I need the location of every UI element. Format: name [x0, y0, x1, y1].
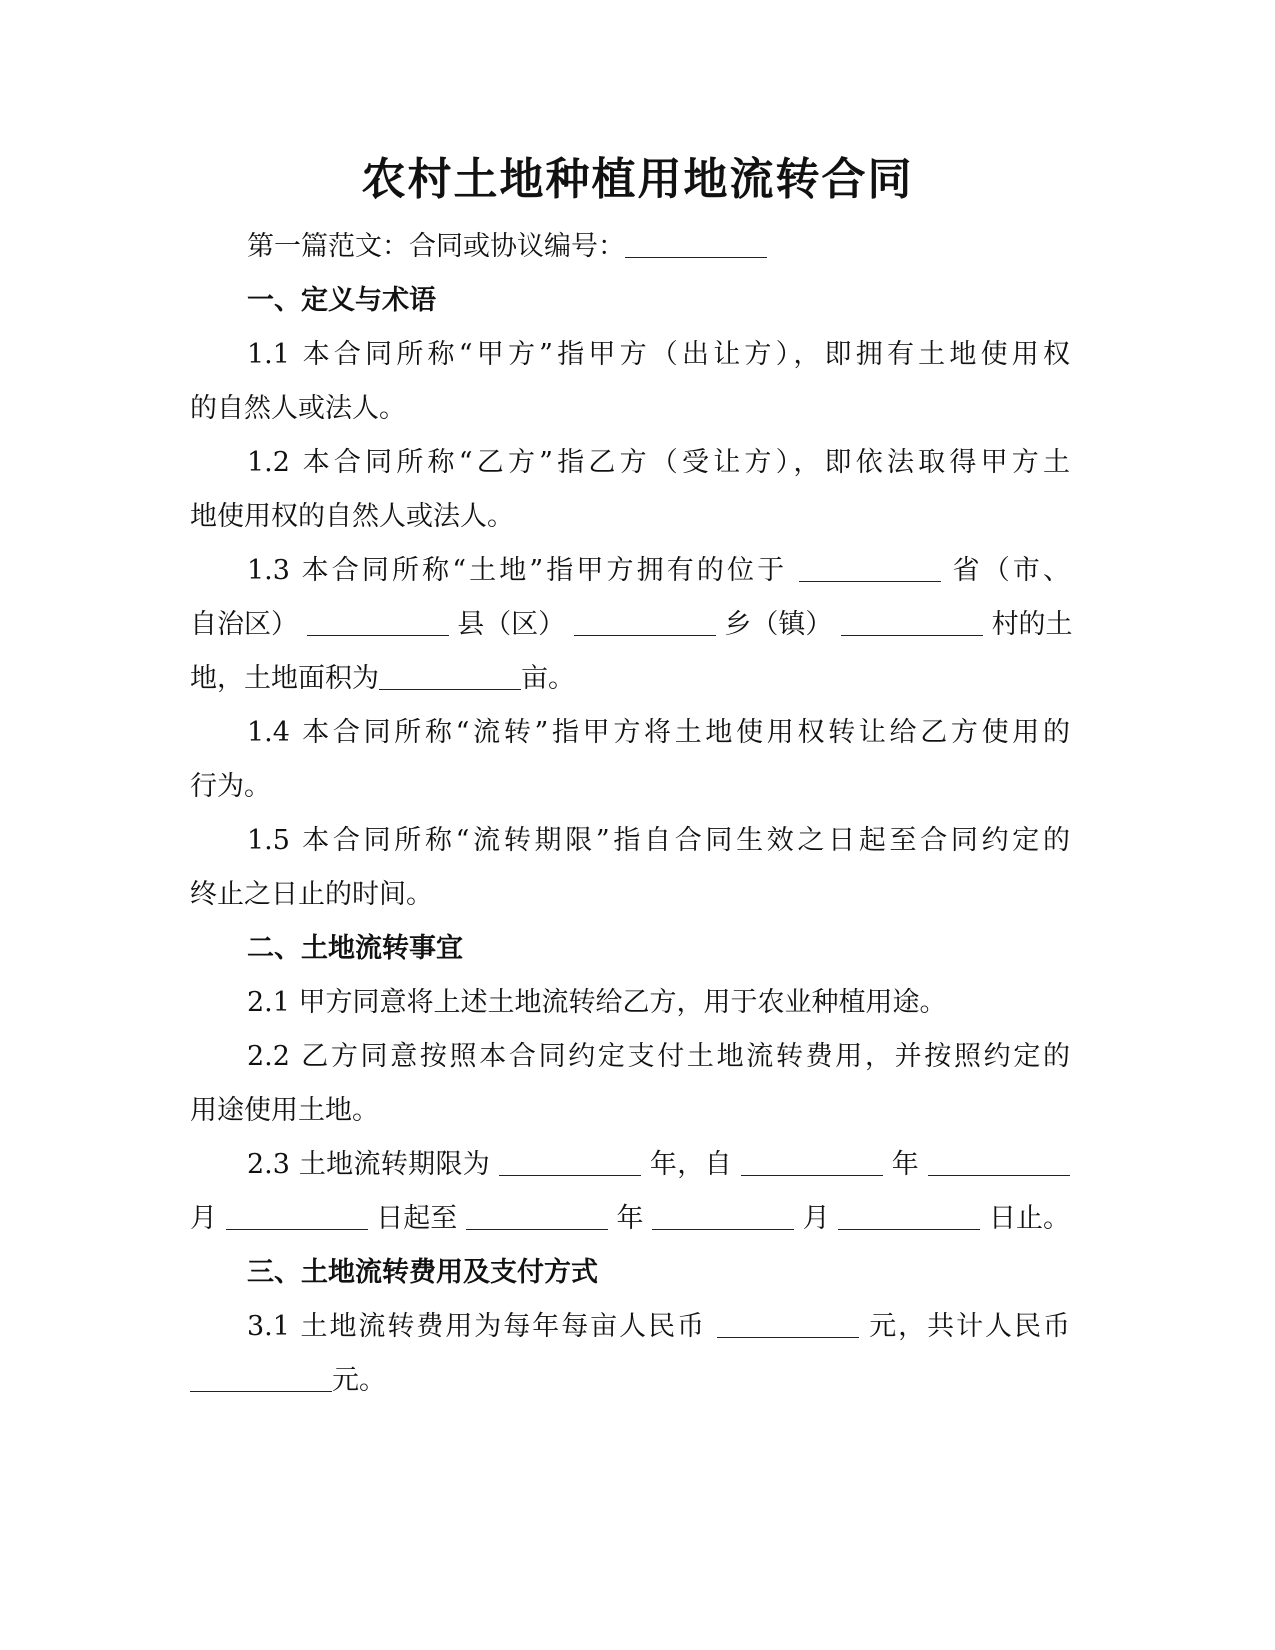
clause-1-4-line-2: 行为。	[190, 771, 271, 802]
province-label: 省（市、	[952, 555, 1070, 586]
county-blank	[307, 609, 449, 636]
clause-2-3-line-1	[247, 1145, 1070, 1185]
clause-2-3-line-2	[190, 1199, 1070, 1239]
term-label: 2.3 土地流转期限为	[247, 1149, 491, 1180]
end-month-blank	[652, 1203, 794, 1230]
province-blank	[799, 555, 941, 582]
clause-1-1-line-1: 1.1 本合同所称“甲方”指甲方（出让方），即拥有土地使用权	[247, 339, 1070, 370]
clause-2-2-line-2: 用途使用土地。	[190, 1095, 379, 1126]
section-3-heading: 三、土地流转费用及支付方式	[247, 1257, 598, 1288]
clause-1-3-text: 1.3 本合同所称“土地”指甲方拥有的位于	[247, 555, 788, 586]
section-2-heading: 二、土地流转事宜	[247, 933, 463, 964]
end-month-label: 月	[802, 1203, 830, 1234]
contract-number-line	[247, 227, 1070, 267]
clause-3-1-line-2	[190, 1361, 1070, 1401]
clause-3-1-line-1	[247, 1307, 1070, 1347]
fee-per-mu-blank	[717, 1311, 859, 1338]
document-title: 农村土地种植用地流转合同	[361, 154, 914, 205]
term-from-label: 年，自	[649, 1149, 732, 1180]
area-unit: 亩。	[521, 663, 575, 694]
area-label: 地，土地面积为	[190, 663, 379, 694]
clause-1-4-line-1: 1.4 本合同所称“流转”指甲方将土地使用权转让给乙方使用的	[247, 717, 1070, 748]
start-month-blank	[928, 1149, 1070, 1176]
region-label: 自治区）	[190, 609, 298, 640]
county-label: 县（区）	[457, 609, 566, 640]
clause-2-2-line-1: 2.2 乙方同意按照本合同约定支付土地流转费用，并按照约定的	[247, 1041, 1070, 1072]
clause-1-5-line-2: 终止之日止的时间。	[190, 879, 433, 910]
start-month-label: 月	[190, 1203, 218, 1234]
contract-number-blank	[625, 231, 767, 258]
clause-1-2-line-2: 地使用权的自然人或法人。	[190, 501, 514, 532]
clause-1-3-line-3	[190, 659, 1070, 699]
clause-1-1-line-2: 的自然人或法人。	[190, 393, 406, 424]
start-year-blank	[741, 1149, 883, 1176]
village-blank	[841, 609, 983, 636]
term-years-blank	[499, 1149, 641, 1176]
clause-1-3-line-2	[190, 605, 1073, 645]
fee-label: 3.1 土地流转费用为每年每亩人民币	[247, 1311, 707, 1342]
fee-total-unit: 元。	[332, 1365, 386, 1396]
start-day-label: 日起至	[376, 1203, 458, 1234]
clause-2-1: 2.1 甲方同意将上述土地流转给乙方，用于农业种植用途。	[247, 987, 947, 1018]
clause-1-2-line-1: 1.2 本合同所称“乙方”指乙方（受让方），即依法取得甲方土	[247, 447, 1070, 478]
village-label: 村的土	[991, 609, 1073, 640]
end-day-label: 日止。	[988, 1203, 1070, 1234]
clause-1-5-line-1: 1.5 本合同所称“流转期限”指自合同生效之日起至合同约定的	[247, 825, 1070, 856]
clause-1-3-line-1	[247, 551, 1070, 591]
start-year-label: 年	[891, 1149, 920, 1180]
end-year-blank	[466, 1203, 608, 1230]
fee-total-blank	[190, 1365, 332, 1392]
section-1-heading: 一、定义与术语	[247, 285, 436, 316]
end-year-label: 年	[616, 1203, 644, 1234]
area-blank	[379, 663, 521, 690]
township-blank	[574, 609, 716, 636]
township-label: 乡（镇）	[724, 609, 833, 640]
start-day-blank	[226, 1203, 368, 1230]
fee-total-label: 元，共计人民币	[869, 1311, 1070, 1342]
contract-number-label: 第一篇范文：合同或协议编号：	[247, 231, 625, 262]
end-day-blank	[838, 1203, 980, 1230]
